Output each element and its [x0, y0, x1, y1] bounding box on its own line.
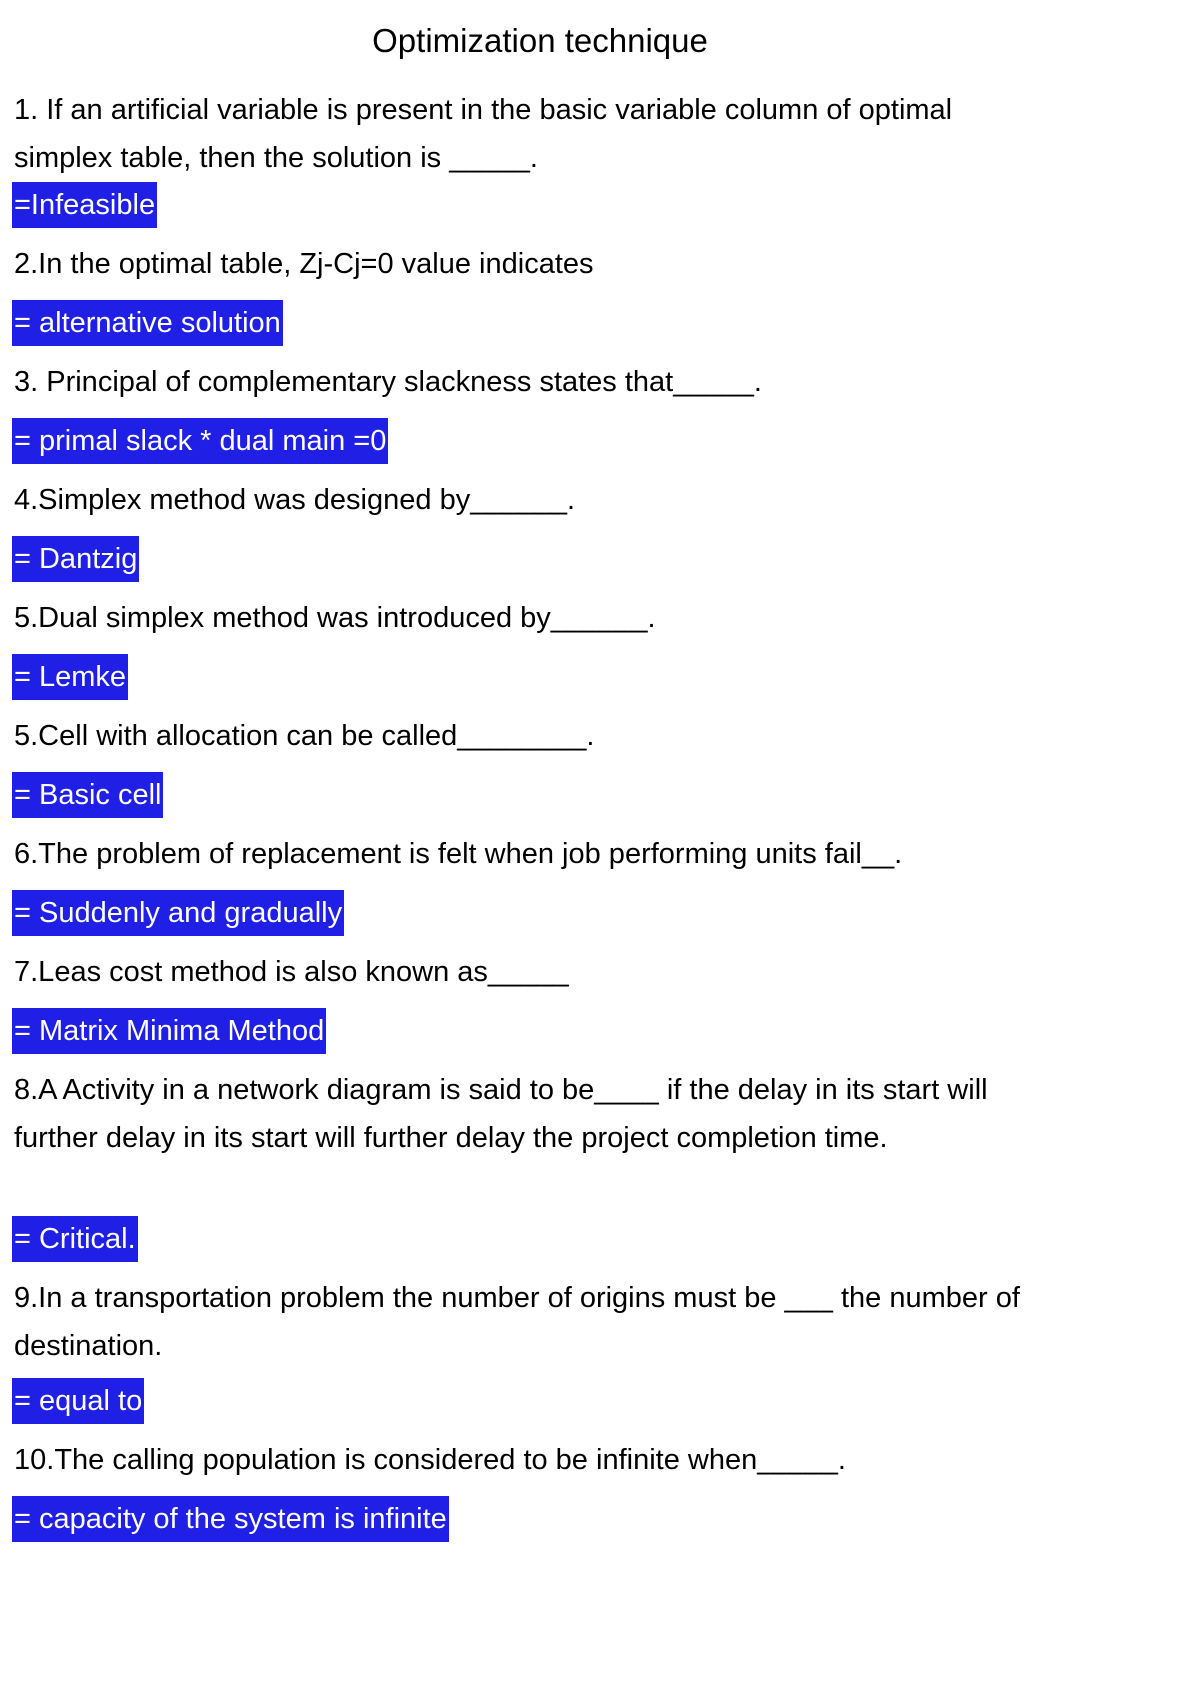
- question-5: 5.Dual simplex method was introduced by______.: [14, 602, 656, 634]
- answer-6: = Suddenly and gradually: [12, 890, 344, 936]
- question-10: 10.The calling population is considered to be infinite when_____.: [14, 1444, 846, 1476]
- answer-1: =Infeasible: [12, 182, 157, 228]
- question-7: 7.Leas cost method is also known as_____: [14, 956, 569, 988]
- answer-10: = capacity of the system is infinite: [12, 1496, 449, 1542]
- answer-2: = alternative solution: [12, 300, 283, 346]
- question-8: 8.A Activity in a network diagram is said to be____ if the delay in its start will further delay in its start will further delay the project completion time.: [14, 1074, 988, 1154]
- question-3: 3. Principal of complementary slackness states that_____.: [14, 366, 762, 398]
- answer-3: = primal slack * dual main =0: [12, 418, 388, 464]
- answer-5b: = Basic cell: [12, 772, 163, 818]
- question-6: 6.The problem of replacement is felt when job performing units fail__.: [14, 838, 903, 870]
- answer-9: = equal to: [12, 1378, 144, 1424]
- document-title: Optimization technique: [372, 22, 708, 59]
- answer-8: = Critical.: [12, 1216, 138, 1262]
- answer-5: = Lemke: [12, 654, 128, 700]
- question-1: 1. If an artificial variable is present in the basic variable column of optimal simplex table, then the solution is _____.: [14, 94, 953, 174]
- answer-4: = Dantzig: [12, 536, 139, 582]
- question-2: 2.In the optimal table, Zj-Cj=0 value indicates: [14, 248, 594, 280]
- question-5b: 5.Cell with allocation can be called________.: [14, 720, 595, 752]
- answer-7: = Matrix Minima Method: [12, 1008, 326, 1054]
- question-9: 9.In a transportation problem the number of origins must be ___ the number of destination.: [14, 1282, 1020, 1362]
- question-4: 4.Simplex method was designed by______.: [14, 484, 576, 516]
